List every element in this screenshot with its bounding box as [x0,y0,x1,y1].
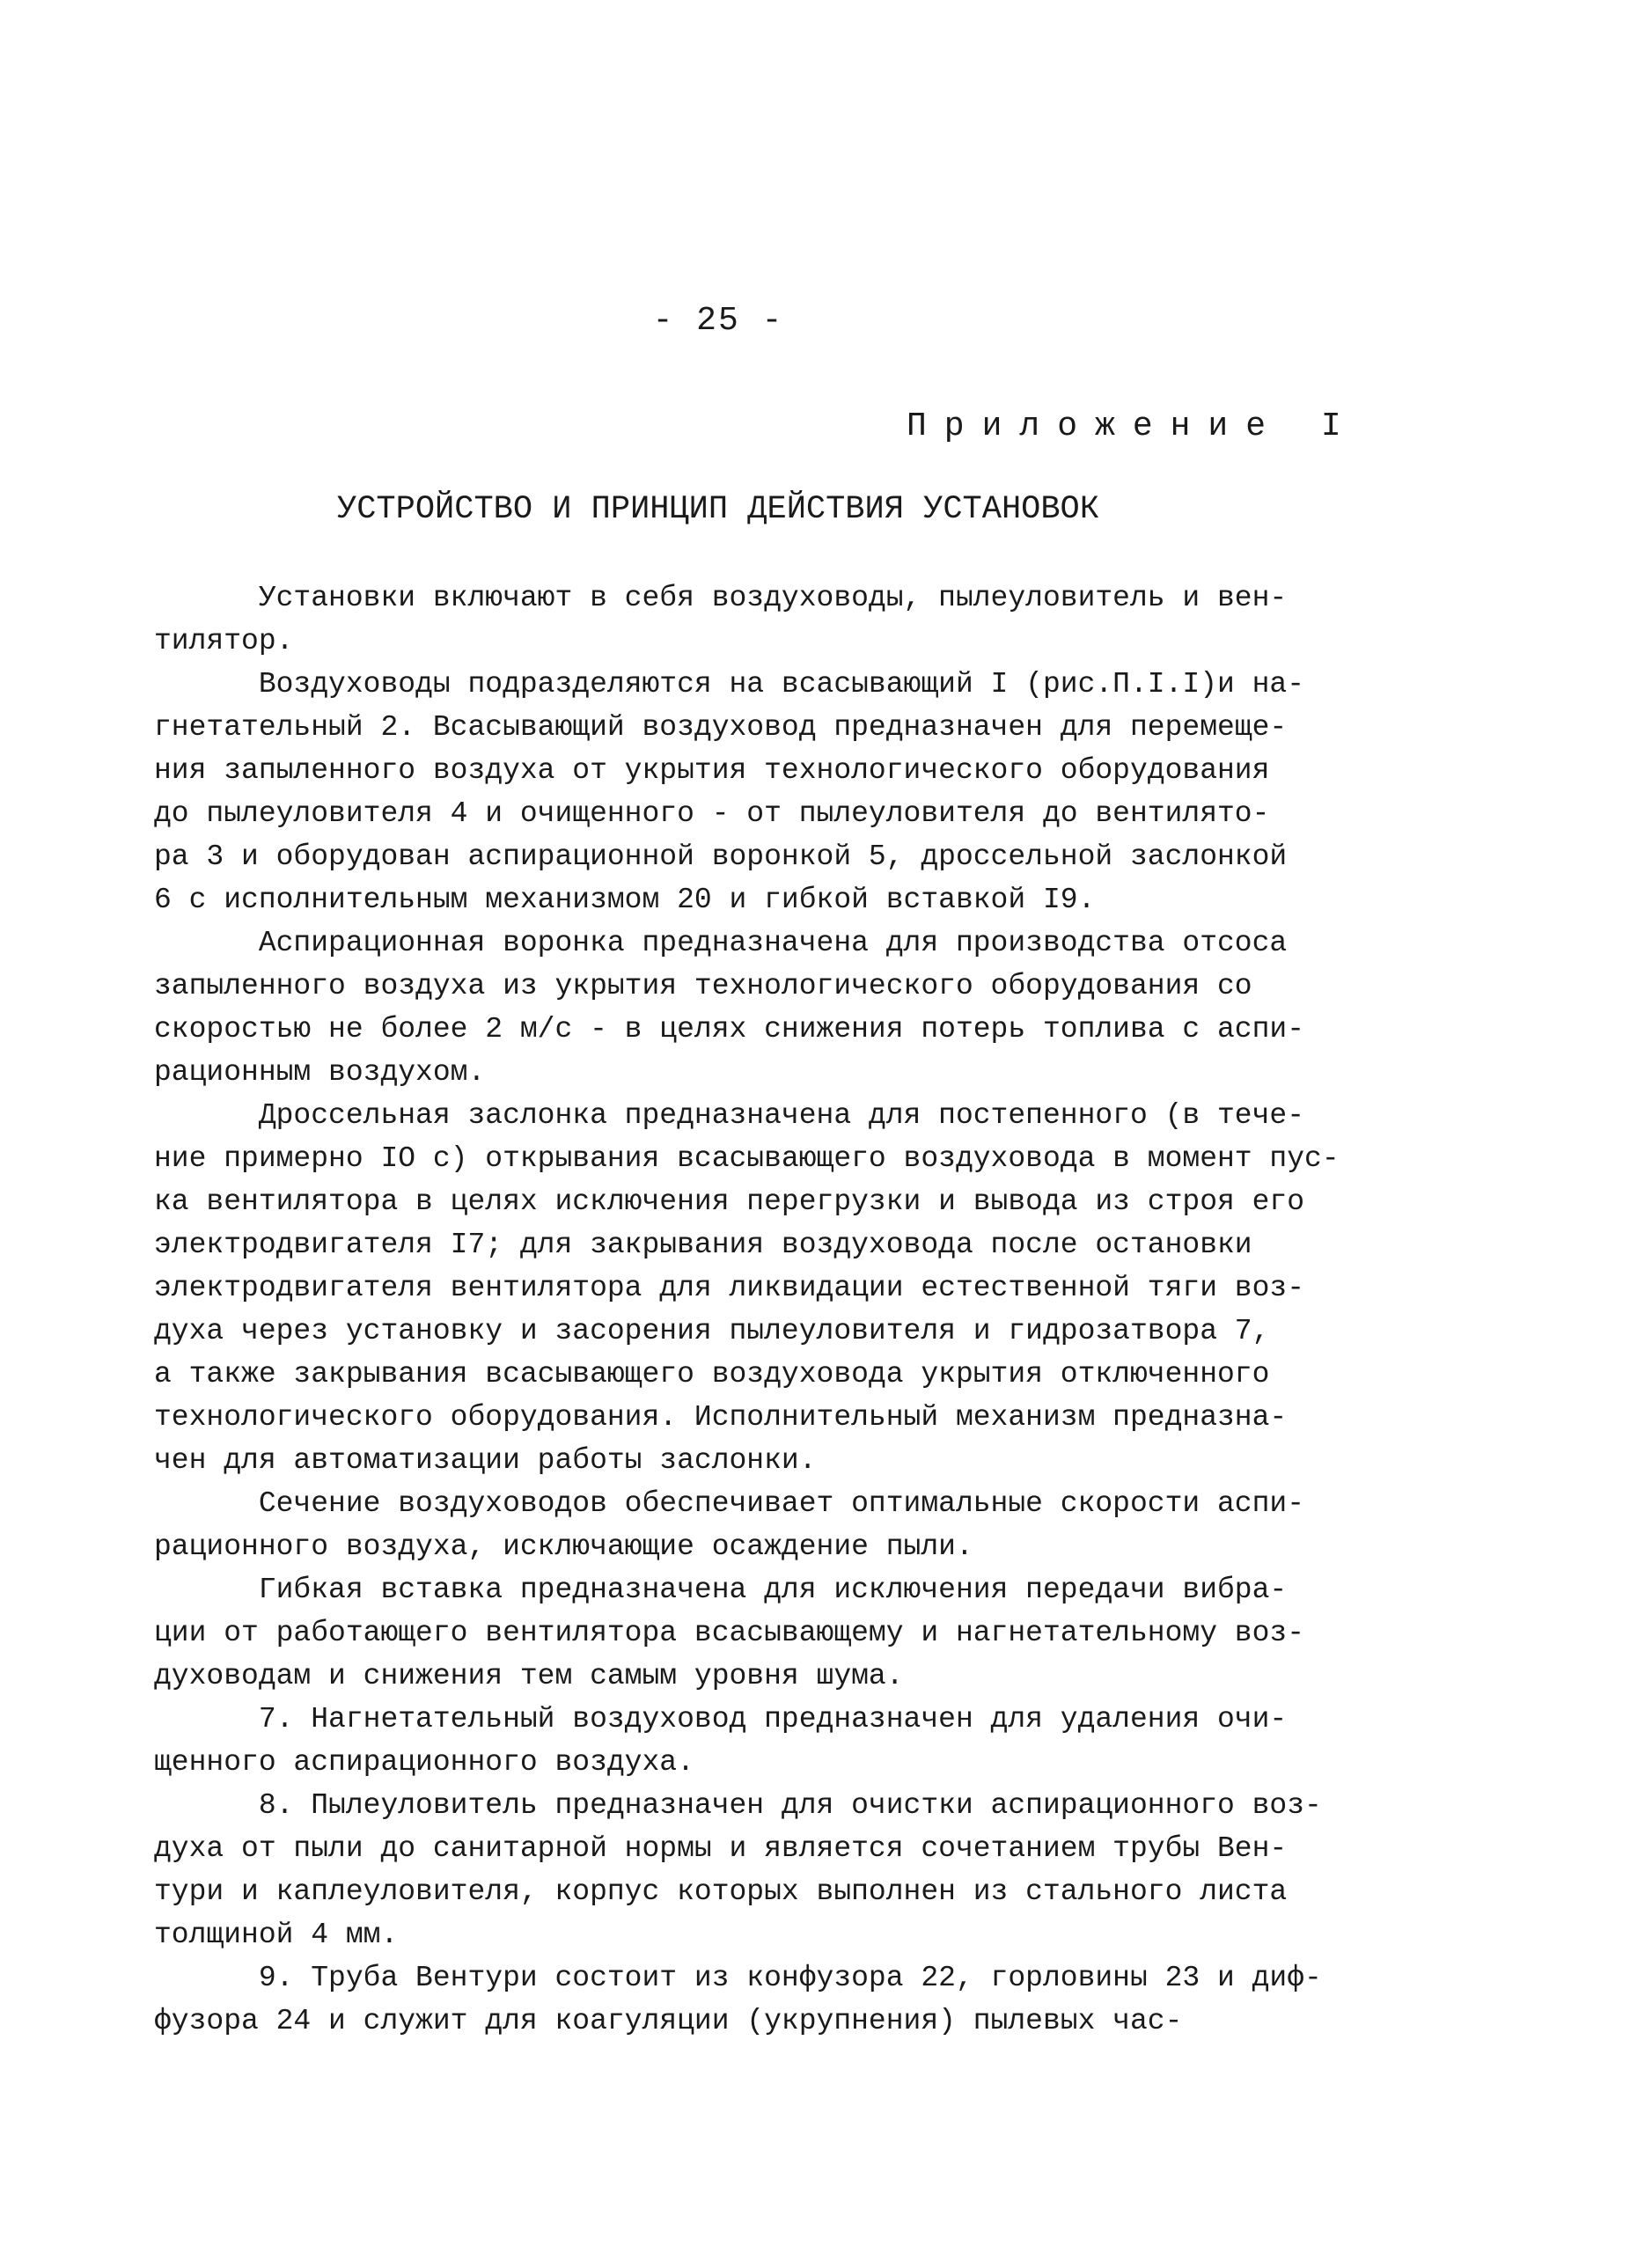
text-line: 6 с исполнительным механизмом 20 и гибкой вставкой I9. [154,884,1096,916]
body-text [154,576,1360,2043]
text-line: ра 3 и оборудован аспирационной воронкой 5, дроссельной заслонкой [154,840,1288,873]
text-line: духа от пыли до санитарной нормы и является сочетанием трубы Вен- [154,1832,1288,1865]
text-line: Воздуховоды подразделяются на всасывающий I (рис.П.I.I)и на- [154,668,1305,701]
text-line: Гибкая вставка предназначена для исключения передачи вибра- [154,1574,1288,1606]
text-line: духоводам и снижения тем самым уровня шума. [154,1660,904,1692]
page-number: - 25 - [652,302,784,340]
text-line: электродвигателя I7; для закрывания воздуховода после остановки [154,1229,1252,1261]
text-line: ции от работающего вентилятора всасывающему и нагнетательному воз- [154,1617,1305,1649]
text-line: а также закрывания всасывающего воздуховода укрытия отключенного [154,1358,1270,1391]
text-line: Дроссельная заслонка предназначена для постепенного (в тече- [154,1099,1305,1132]
text-line: толщиной 4 мм. [154,1919,399,1951]
text-line: технологического оборудования. Исполнительный механизм предназна- [154,1401,1288,1434]
text-line: чен для автоматизации работы заслонки. [154,1444,817,1477]
text-line: 9. Труба Вентури состоит из конфузора 22, горловины 23 и диф- [154,1962,1322,1994]
text-line: 7. Нагнетательный воздуховод предназначен для удаления очи- [154,1703,1288,1736]
text-line: рационного воздуха, исключающие осаждение пыли. [154,1530,973,1563]
text-line: ние примерно IO с) открывания всасывающего воздуховода в момент пус- [154,1142,1340,1175]
section-title: УСТРОЙСТВО И ПРИНЦИП ДЕЙСТВИЯ УСТАНОВОК [337,491,1099,528]
text-line: фузора 24 и служит для коагуляции (укрупнения) пылевых час- [154,2005,1183,2037]
text-line: тури и каплеуловителя, корпус которых выполнен из стального листа [154,1875,1288,1908]
text-line: до пылеуловителя 4 и очищенного - от пылеуловителя до вентилято- [154,797,1270,830]
text-line: щенного аспирационного воздуха. [154,1746,694,1779]
text-line: духа через установку и засорения пылеуловителя и гидрозатвора 7, [154,1315,1270,1347]
text-line: ка вентилятора в целях исключения перегрузки и вывода из строя его [154,1185,1305,1218]
text-line: гнетательный 2. Всасывающий воздуховод предназначен для перемеще- [154,711,1288,744]
text-line: Установки включают в себя воздуховоды, пылеуловитель и вен- [154,582,1288,614]
text-line: рационным воздухом. [154,1056,486,1089]
text-line: запыленного воздуха из укрытия технологического оборудования со [154,970,1252,1002]
text-line: Аспирационная воронка предназначена для производства отсоса [154,927,1288,959]
appendix-label: Приложение I [907,407,1359,445]
text-line: скоростью не более 2 м/с - в целях снижения потерь топлива с аспи- [154,1013,1305,1046]
text-line: тилятор. [154,625,294,657]
text-line: 8. Пылеуловитель предназначен для очистки аспирационного воз- [154,1789,1322,1822]
text-line: Сечение воздуховодов обеспечивает оптимальные скорости аспи- [154,1487,1305,1520]
text-line: электродвигателя вентилятора для ликвидации естественной тяги воз- [154,1272,1305,1304]
text-line: ния запыленного воздуха от укрытия технологического оборудования [154,754,1270,787]
